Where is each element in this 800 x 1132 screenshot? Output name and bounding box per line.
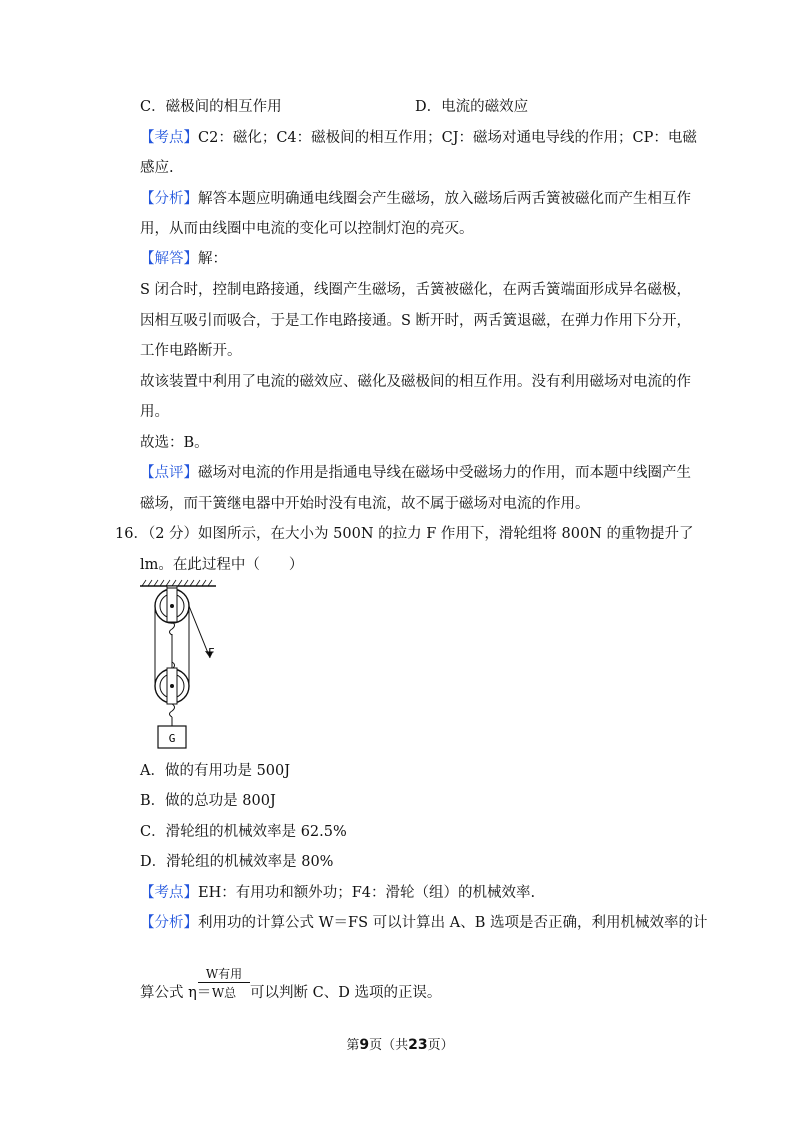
q15-dianping-line-1: 【点评】磁场对电流的作用是指通电导线在磁场中受磁场力的作用，而本题中线圈产生 <box>140 465 691 481</box>
q16-option-c: C．滑轮组的机械效率是 62.5% <box>140 824 347 840</box>
q15-jieda-line-1: S 闭合时，控制电路接通，线圈产生磁场，舌簧被磁化，在两舌簧端面形成异名磁极， <box>140 282 692 298</box>
q15-jieda-line-5: 用。 <box>140 404 169 420</box>
fenxi-tag: 【分析】 <box>140 915 198 931</box>
q15-option-d: D．电流的磁效应 <box>415 99 529 115</box>
q16-fenxi-line-1: 【分析】利用功的计算公式 W＝FS 可以计算出 A、B 选项是否正确，利用机械效率的计 <box>140 915 708 931</box>
q15-option-c: C．磁极间的相互作用 <box>140 99 282 115</box>
jieda-tag: 【解答】 <box>140 251 198 267</box>
fraction-bar <box>198 982 250 983</box>
page-number: 9 <box>359 1037 370 1053</box>
kaodian-tag: 【考点】 <box>140 130 198 146</box>
kaodian-tag: 【考点】 <box>140 885 198 901</box>
q16-option-b: B．做的总功是 800J <box>140 793 276 809</box>
force-label: F <box>208 646 215 659</box>
q15-jieda-line-3: 工作电路断开。 <box>140 343 242 359</box>
page-total: 23 <box>408 1037 428 1053</box>
q15-answer: 故选：B。 <box>140 435 209 451</box>
q16-option-a: A．做的有用功是 500J <box>140 763 291 779</box>
q15-jieda-line-4: 故该装置中利用了电流的磁效应、磁化及磁极间的相互作用。没有利用磁场对电流的作 <box>140 374 691 390</box>
fixed-pulley <box>155 586 189 635</box>
fraction-denominator: W总 <box>211 986 237 1000</box>
q16-fenxi-line-2-pre: 算公式 η＝ <box>140 985 212 1001</box>
q16-stem-line-2: lm。在此过程中（ ） <box>140 557 304 573</box>
q15-fenxi-line-1: 【分析】解答本题应明确通电线圈会产生磁场，放入磁场后两舌簧被磁化而产生相互作 <box>140 191 691 207</box>
q16-fenxi-line-2-post: 可以判断 C、D 选项的正误。 <box>250 985 442 1001</box>
weight-block <box>158 726 186 748</box>
pulley-system-figure <box>138 576 228 752</box>
q15-dianping-line-2: 磁场，而干簧继电器中开始时没有电流，故不属于磁场对电流的作用。 <box>140 496 590 512</box>
weight-label: G <box>168 732 176 745</box>
q15-kaodian-line-2: 感应. <box>140 160 174 176</box>
efficiency-fraction <box>198 965 250 1000</box>
fenxi-tag: 【分析】 <box>140 191 198 207</box>
q16-option-d: D．滑轮组的机械效率是 80% <box>140 854 334 870</box>
dianping-tag: 【点评】 <box>140 465 198 481</box>
q15-jieda-line-2: 因相互吸引而吸合，于是工作电路接通。S 断开时，两舌簧退磁，在弹力作用下分开， <box>140 313 692 329</box>
q15-jieda-head: 【解答】解： <box>140 251 227 267</box>
q16-kaodian-line: 【考点】EH：有用功和额外功；F4：滑轮（组）的机械效率. <box>140 885 536 901</box>
fraction-numerator: W有用 <box>205 967 243 981</box>
page-footer: 第9页（共23页） <box>346 1037 454 1053</box>
q16-stem-line-1: 16．（2 分）如图所示，在大小为 500N 的拉力 F 作用下，滑轮组将 800N 的重物提升了 <box>115 526 694 542</box>
q15-kaodian-line-1: 【考点】C2：磁化；C4：磁极间的相互作用；CJ：磁场对通电导线的作用；CP：电磁 <box>140 130 697 146</box>
ceiling-hatch <box>140 580 216 586</box>
q15-fenxi-line-2: 用，从而由线圈中电流的变化可以控制灯泡的亮灭。 <box>140 221 474 237</box>
movable-pulley <box>155 662 189 726</box>
